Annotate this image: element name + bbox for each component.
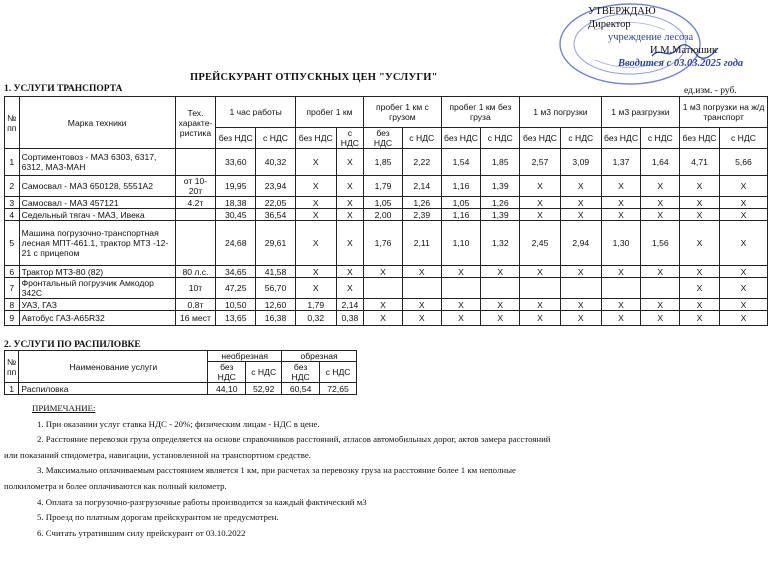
price-cell: X <box>336 176 364 197</box>
sawing-subheader-with-vat: с НДС <box>320 362 357 383</box>
header-run-empty: пробег 1 км без груза <box>441 97 519 128</box>
price-cell: 1,05 <box>441 197 481 209</box>
price-cell: X <box>601 299 641 311</box>
price-cell: X <box>402 311 441 326</box>
price-cell: 2,11 <box>402 221 441 266</box>
price-cell: X <box>441 299 481 311</box>
subheader-with-vat: с НДС <box>402 128 441 149</box>
note-2: 2. Расстояние перевозки груза определяется на основе справочников расстояний, атласов автомобильных дорог, актов замера расстояний <box>37 434 551 445</box>
note-4: 4. Оплата за погрузочно-разгрузочные работы производится за каждый фактический м3 <box>37 496 367 507</box>
price-cell: X <box>719 311 767 326</box>
transport-table-body <box>5 149 768 326</box>
vehicle-spec: от 10-20т <box>175 176 216 197</box>
price-cell: 36,54 <box>256 209 296 221</box>
price-cell: X <box>641 176 680 197</box>
price-cell: 56,70 <box>256 278 296 299</box>
price-cell: X <box>441 311 481 326</box>
note-5: 5. Проезд по платным дорогам прейскурантом не предусмотрен. <box>37 512 279 523</box>
price-cell: X <box>295 209 336 221</box>
table-row <box>5 266 768 278</box>
price-cell: X <box>364 311 403 326</box>
approval-effective-date: Вводится с 03.03.2025 года <box>618 58 744 69</box>
price-cell: X <box>481 266 520 278</box>
vehicle-spec: 4.2т <box>175 197 216 209</box>
note-2-cont: или показаний спидометра, навигации, установленной на транспортном средстве. <box>4 449 311 460</box>
price-cell: X <box>295 149 336 176</box>
row-number: 4 <box>5 209 20 221</box>
header-load: 1 м3 погрузки <box>520 97 602 128</box>
price-cell: 0,38 <box>336 311 364 326</box>
note-1: 1. При оказании услуг ставка НДС - 20%; физическим лицам - НДС в цене. <box>37 418 320 429</box>
approval-block <box>588 5 743 70</box>
row-number: 1 <box>5 383 19 395</box>
price-cell: 1,10 <box>441 221 481 266</box>
price-cell: 5,66 <box>719 149 767 176</box>
price-cell: 52,92 <box>246 383 282 395</box>
price-cell: X <box>601 266 641 278</box>
header-hour: 1 час работы <box>216 97 296 128</box>
price-cell: 23,94 <box>256 176 296 197</box>
price-cell: 1,64 <box>641 149 680 176</box>
vehicle-spec: 10т <box>175 278 216 299</box>
price-cell: X <box>520 176 561 197</box>
header-num: № пп <box>5 97 20 149</box>
price-cell: 1,26 <box>481 197 520 209</box>
price-cell: 2,22 <box>402 149 441 176</box>
price-cell: X <box>601 209 641 221</box>
price-cell <box>520 278 561 299</box>
row-number: 8 <box>5 299 20 311</box>
vehicle-name: Самосвал - МАЗ 650128, 5551А2 <box>19 176 175 197</box>
price-cell: 1,56 <box>641 221 680 266</box>
price-cell: 30,45 <box>216 209 256 221</box>
subheader-with-vat: с НДС <box>336 128 364 149</box>
price-cell: X <box>719 221 767 266</box>
price-cell: 4,71 <box>680 149 720 176</box>
header-run: пробег 1 км <box>295 97 363 128</box>
sawing-table-body <box>5 383 357 395</box>
price-cell: X <box>520 209 561 221</box>
subheader-no-vat: без НДС <box>520 128 561 149</box>
price-cell: 1,05 <box>364 197 403 209</box>
section-sawing-heading: 2. УСЛУГИ ПО РАСПИЛОВКЕ <box>4 340 141 350</box>
price-cell: 0,32 <box>295 311 336 326</box>
price-cell: X <box>719 278 767 299</box>
price-cell: X <box>719 209 767 221</box>
price-cell <box>402 278 441 299</box>
vehicle-spec: 16 мест <box>175 311 216 326</box>
price-cell: 47,25 <box>216 278 256 299</box>
note-6: 6. Считать утратившим силу прейскурант от 03.10.2022 <box>37 527 246 538</box>
price-cell: 1,39 <box>481 176 520 197</box>
price-cell: 22,05 <box>256 197 296 209</box>
price-cell: X <box>481 311 520 326</box>
price-cell: 2,14 <box>336 299 364 311</box>
price-cell: X <box>336 209 364 221</box>
price-cell: 2,14 <box>402 176 441 197</box>
price-cell: X <box>520 266 561 278</box>
price-cell: 44,10 <box>208 383 246 395</box>
units-note: ед.изм. - руб. <box>684 86 737 96</box>
price-cell: X <box>295 266 336 278</box>
table-row <box>5 383 357 395</box>
sawing-subheader-no-vat: без НДС <box>208 362 246 383</box>
subheader-with-vat: с НДС <box>256 128 296 149</box>
price-cell: X <box>601 176 641 197</box>
price-cell: X <box>680 278 720 299</box>
vehicle-name: Самосвал - МАЗ 457121 <box>19 197 175 209</box>
price-cell: X <box>641 311 680 326</box>
price-cell: 2,00 <box>364 209 403 221</box>
notes-heading: ПРИМЕЧАНИЕ: <box>32 403 96 413</box>
sawing-header-edged: обрезная <box>282 351 357 362</box>
price-cell: X <box>680 311 720 326</box>
subheader-no-vat: без НДС <box>601 128 641 149</box>
price-cell: X <box>641 209 680 221</box>
header-rail: 1 м3 погрузки на ж/д транспорт <box>680 97 768 128</box>
price-cell: 2,94 <box>560 221 601 266</box>
row-number: 6 <box>5 266 20 278</box>
vehicle-name: Машина погрузочно-транспортная лесная МПТ-461.1, трактор МТЗ -12-21 с прицепом <box>19 221 175 266</box>
price-cell: 2,45 <box>520 221 561 266</box>
price-cell: X <box>560 299 601 311</box>
table-row <box>5 299 768 311</box>
row-number: 9 <box>5 311 20 326</box>
price-cell <box>481 278 520 299</box>
subheader-no-vat: без НДС <box>295 128 336 149</box>
notes-block <box>4 401 764 541</box>
price-cell: 1,26 <box>402 197 441 209</box>
price-cell: X <box>560 176 601 197</box>
header-run-loaded: пробег 1 км с грузом <box>364 97 441 128</box>
price-cell: 72,65 <box>320 383 357 395</box>
row-number: 7 <box>5 278 20 299</box>
price-cell <box>601 278 641 299</box>
price-cell: X <box>364 266 403 278</box>
vehicle-spec: 0.8т <box>175 299 216 311</box>
price-cell: X <box>481 299 520 311</box>
price-cell: X <box>680 197 720 209</box>
price-cell: 2,39 <box>402 209 441 221</box>
sawing-header-num: № пп <box>5 351 19 383</box>
price-cell: 33,60 <box>216 149 256 176</box>
price-cell: X <box>336 149 364 176</box>
transport-price-table <box>4 96 768 326</box>
service-name: Распиловка <box>19 383 208 395</box>
page-title: ПРЕЙСКУРАНТ ОТПУСКНЫХ ЦЕН "УСЛУГИ" <box>190 72 438 83</box>
price-cell: X <box>680 266 720 278</box>
price-cell: X <box>441 266 481 278</box>
vehicle-name: Сортиментовоз - МАЗ 6303, 6317, 6312, МАЗ-МАН <box>19 149 175 176</box>
table-row <box>5 311 768 326</box>
price-cell: 1,30 <box>601 221 641 266</box>
price-cell: X <box>520 299 561 311</box>
price-cell: X <box>520 311 561 326</box>
price-cell: 1,16 <box>441 209 481 221</box>
subheader-with-vat: с НДС <box>641 128 680 149</box>
price-cell: 3,09 <box>560 149 601 176</box>
approval-title: УТВЕРЖДАЮ <box>588 6 656 17</box>
price-cell: X <box>641 197 680 209</box>
row-number: 5 <box>5 221 20 266</box>
price-cell: 60,54 <box>282 383 320 395</box>
price-cell: 1,79 <box>295 299 336 311</box>
price-cell: 16,38 <box>256 311 296 326</box>
price-cell: 24,68 <box>216 221 256 266</box>
price-cell: X <box>364 299 403 311</box>
price-cell <box>560 278 601 299</box>
header-tech: Тех. характе-ристика <box>175 97 216 149</box>
approval-org: учреждение лесоза <box>608 32 694 43</box>
vehicle-name: Фронтальный погрузчик Амкодор 342С <box>19 278 175 299</box>
price-cell: 13,65 <box>216 311 256 326</box>
price-cell: X <box>402 266 441 278</box>
price-cell: X <box>295 197 336 209</box>
price-cell: X <box>719 197 767 209</box>
price-cell: 1,79 <box>364 176 403 197</box>
subheader-no-vat: без НДС <box>216 128 256 149</box>
table-row <box>5 149 768 176</box>
price-cell: X <box>560 197 601 209</box>
subheader-no-vat: без НДС <box>364 128 403 149</box>
price-cell: X <box>601 197 641 209</box>
sawing-header-name: Наименование услуги <box>19 351 208 383</box>
subheader-with-vat: с НДС <box>560 128 601 149</box>
sawing-subheader-with-vat: с НДС <box>246 362 282 383</box>
price-cell: X <box>336 197 364 209</box>
price-cell: X <box>336 278 364 299</box>
note-3-cont: полкилометра и более оплачиваются как полный километр. <box>4 480 227 491</box>
price-cell: 1,54 <box>441 149 481 176</box>
price-cell: X <box>680 299 720 311</box>
price-cell: X <box>601 311 641 326</box>
vehicle-spec <box>175 221 216 266</box>
vehicle-name: Трактор МТЗ-80 (82) <box>19 266 175 278</box>
price-cell: X <box>719 299 767 311</box>
price-cell: X <box>641 299 680 311</box>
row-number: 1 <box>5 149 20 176</box>
price-cell: X <box>336 266 364 278</box>
price-cell: X <box>402 299 441 311</box>
approval-position: Директор <box>588 19 631 30</box>
approval-signer: И.М.Матюшик <box>650 45 718 56</box>
section-transport-heading: 1. УСЛУГИ ТРАНСПОРТА <box>4 84 123 94</box>
price-cell: 1,85 <box>481 149 520 176</box>
price-cell: 1,39 <box>481 209 520 221</box>
price-cell: X <box>520 197 561 209</box>
price-cell: X <box>719 266 767 278</box>
price-cell: X <box>719 176 767 197</box>
price-cell: 10,50 <box>216 299 256 311</box>
table-row <box>5 176 768 197</box>
price-cell: X <box>560 266 601 278</box>
subheader-with-vat: с НДС <box>481 128 520 149</box>
price-cell: 1,76 <box>364 221 403 266</box>
price-cell: 41,58 <box>256 266 296 278</box>
vehicle-spec <box>175 149 216 176</box>
row-number: 3 <box>5 197 20 209</box>
price-cell: X <box>560 209 601 221</box>
price-cell: 1,37 <box>601 149 641 176</box>
price-cell: 1,85 <box>364 149 403 176</box>
price-cell: X <box>641 266 680 278</box>
note-3: 3. Максимально оплачиваемым расстоянием является 1 км, при расчетах за перевозку груза на расстояние более 1 км неполные <box>37 465 516 476</box>
price-cell: X <box>680 209 720 221</box>
price-cell: 19,95 <box>216 176 256 197</box>
sawing-price-table <box>4 350 357 395</box>
price-cell: X <box>336 221 364 266</box>
price-cell: X <box>295 221 336 266</box>
price-cell: 40,32 <box>256 149 296 176</box>
price-cell: 34,65 <box>216 266 256 278</box>
price-cell: 2,57 <box>520 149 561 176</box>
price-cell: 1,16 <box>441 176 481 197</box>
table-row <box>5 197 768 209</box>
price-cell <box>441 278 481 299</box>
price-cell: 12,60 <box>256 299 296 311</box>
table-row <box>5 209 768 221</box>
header-unload: 1 м3 разгрузки <box>601 97 679 128</box>
sawing-subheader-no-vat: без НДС <box>282 362 320 383</box>
header-brand: Марка техники <box>19 97 175 149</box>
vehicle-name: Седельный тягач - МАЗ, Ивека <box>19 209 175 221</box>
price-cell <box>641 278 680 299</box>
vehicle-spec <box>175 209 216 221</box>
row-number: 2 <box>5 176 20 197</box>
vehicle-name: УАЗ, ГАЗ <box>19 299 175 311</box>
price-cell: X <box>680 176 720 197</box>
vehicle-spec: 80 л.с. <box>175 266 216 278</box>
price-cell: X <box>295 278 336 299</box>
subheader-no-vat: без НДС <box>441 128 481 149</box>
price-cell: 1,32 <box>481 221 520 266</box>
table-row <box>5 221 768 266</box>
price-cell <box>364 278 403 299</box>
sawing-header-unedged: необрезная <box>208 351 282 362</box>
price-cell: X <box>295 176 336 197</box>
vehicle-name: Автобус ГАЗ-А65R32 <box>19 311 175 326</box>
subheader-no-vat: без НДС <box>680 128 720 149</box>
subheader-with-vat: с НДС <box>719 128 767 149</box>
price-cell: X <box>560 311 601 326</box>
price-cell: X <box>680 221 720 266</box>
price-cell: 29,61 <box>256 221 296 266</box>
table-row <box>5 278 768 299</box>
price-cell: 18,38 <box>216 197 256 209</box>
